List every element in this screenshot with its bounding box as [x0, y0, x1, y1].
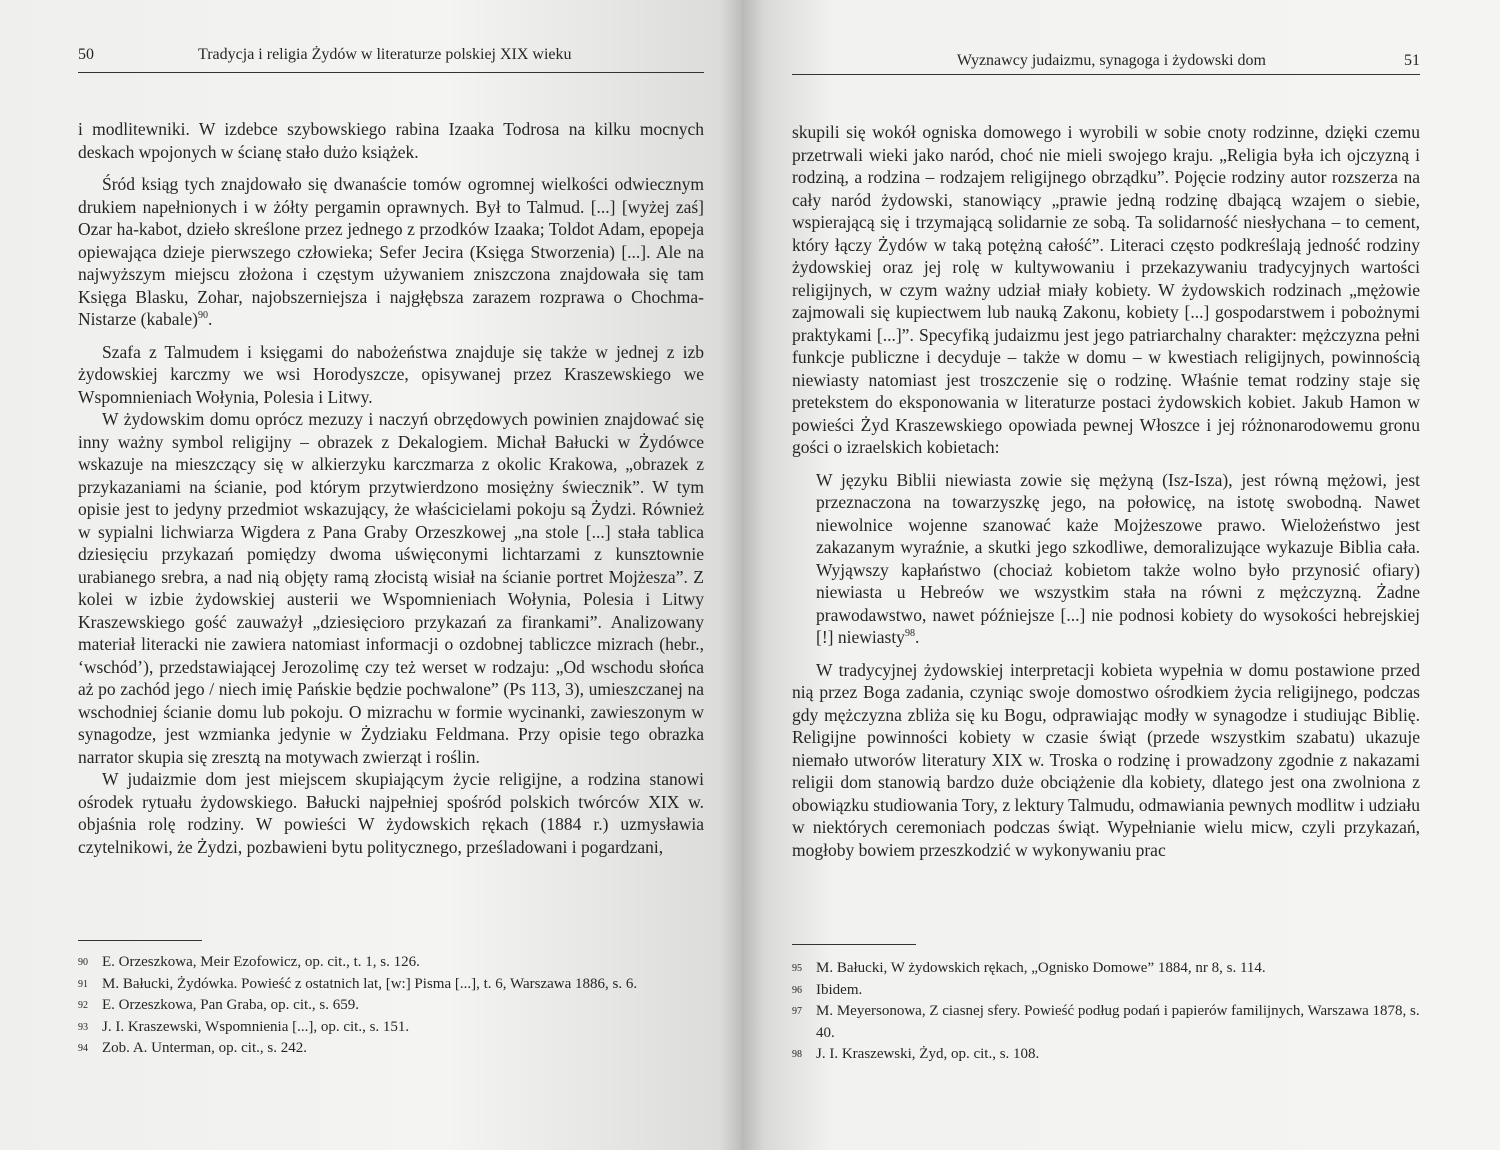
left-page-number: 50: [78, 46, 94, 63]
right-block-quote: [792, 469, 1420, 649]
right-header-rule: [792, 74, 1420, 75]
right-quote-paragraph: W języku Biblii niewiasta zowie się mężyną (Isz-Isza), jest równą mężowi, jest przeznaczona na towarzyszkę jego, na połowicę, na istotę swobodną. Nawet niewolnice wojenne szanować każe Mojżeszowe prawo. Wielożeństwo jest zakazanym wyraźnie, a skutki jego szkodliwe, demoralizujące wykazuje Biblia cała. Wyjąwszy kapłaństwo (chociaż kobietom także wolno było przynosić ofiary) niewiasta u Hebreów we wszystkim stała na równi z mężczyzną. Żadne prawodawstwo, nawet późniejsze [...] nie podnosi kobiety do wysokości hebrejskiej [!] niewiasty$^{98}$.: [816, 469, 1420, 647]
footnote-94: 94 Zob. A. Unterman, op. cit., s. 242.: [78, 1040, 307, 1056]
left-paragraph-3: Szafa z Talmudem i księgami do nabożeństwa znajduje się także w jednej z izb żydowskiej karczmy we wsi Horodyszcze, opisywanej przez Kraszewskiego we Wspomnieniach Wołynia, Polesia i Litwy.: [78, 341, 704, 407]
footnote-90: 90 E. Orzeszkowa, Meir Ezofowicz, op. cit., t. 1, s. 126.: [78, 954, 420, 970]
right-paragraph-3: W tradycyjnej żydowskiej interpretacji kobieta wypełnia w domu postawione przed nią przez Boga zadania, czyniąc swoje domostwo ośrodkiem życia religijnego, podczas gdy mężczyzna zbliża się ku Bogu, odprawiając modły w synagodze i studiując Biblię. Religijne powinności kobiety w czasie świąt (przede wszystkim szabatu) ukazuje niemało utworów literatury XIX w. Troska o rodzinę i prowadzony zgodnie z nakazami religii dom stanowią bardzo duże obciążenie dla kobiety, dlatego jest ona zwolniona z obowiązku studiowania Tory, z lektury Talmudu, odmawiania pewnych modlitw i udziału w niektórych ceremoniach podczas świąt. Wypełnianie wielu micw, czyli przykazań, mogłoby bowiem przeszkodzić w wykonywaniu prac: [792, 659, 1420, 860]
footnote-91: 91 M. Bałucki, Żydówka. Powieść z ostatnich lat, [w:] Pisma [...], t. 6, Warszawa 1886, s. 6.: [78, 975, 638, 992]
left-running-title: Tradycja i religia Żydów w literaturze polskiej XIX wieku: [198, 46, 572, 63]
right-page-number: 51: [1404, 52, 1420, 69]
right-body-text: [792, 121, 1420, 861]
left-paragraph-4: W żydowskim domu oprócz mezuzy i naczyń obrzędowych powinien znajdować się inny ważny symbol religijny – obrazek z Dekalogiem. Michał Bałucki w Żydówce wskazuje na mieszczący się w alkierzyku karczmarza z okolic Krakowa, „obrazek z przykazaniami na ścianie, pod którym przytwierdzono mosiężny świecznik”. W tym opisie jest to jedyny przedmiot wskazujący, że właścicielami pokoju są Żydzi. Również w sypialni lichwiarza Wigdera z Pana Graby Orzeszkowej „na stole [...] stała tablica dziesięciu przykazań pomiędzy dwoma uświęconymi lichtarzami z kunsztownie urabianego srebra, a nad nią objęty ramą złocistą wisiał na ścianie portret Mojżesza”. Z kolei w izbie żydowskiej austerii we Wspomnieniach Wołynia, Polesia i Litwy Kraszewskiego gość zauważył „dziesięcioro przykazań za firankami”. Analizowany materiał literacki nie zawiera natomiast informacji o ozdobnej tabliczce mizrach (hebr., ‘wschód’), przedstawiającej Jerozolimę czy też werset w rodzaju: „Od wschodu słońca aż po zachód jego / niech imię Pańskie będzie pochwalone” (Ps 113, 3), umieszczanej na wschodniej ścianie domu lub pokoju. O mizrachu w formie wycinanki, zawieszonym w synagodze, jest wzmianka jedynie w Żydziaku Feldmana. Przy opisie tego obrazka narrator skupia się zresztą na motywach zwierząt i roślin.: [78, 409, 704, 767]
left-body-text: [78, 118, 704, 858]
left-header-rule: [78, 72, 704, 73]
footnote-95: 95 M. Bałucki, W żydowskich rękach, „Ognisko Domowe” 1884, nr 8, s. 114.: [792, 960, 1266, 976]
left-paragraph-1: i modlitewniki. W izdebce szybowskiego rabina Izaaka Todrosa na kilku mocnych deskach wpojonych w ścianę stało dużo książek.: [78, 119, 704, 162]
footnote-97: 97 M. Meyersonowa, Z ciasnej sfery. Powieść podług podań i papierów familijnych, Warszawa 1878, s. 40.: [792, 1003, 1420, 1041]
footnote-98: 98 J. I. Kraszewski, Żyd, op. cit., s. 108.: [792, 1046, 1040, 1062]
left-paragraph-5: W judaizmie dom jest miejscem skupiającym życie religijne, a rodzina stanowi ośrodek rytuału żydowskiego. Bałucki najpełniej spośród polskich twórców XIX w. objaśnia rolę rodziny. W powieści W żydowskich rękach (1884 r.) uzmysławia czytelnikowi, że Żydzi, pozbawieni bytu politycznego, prześladowani i pogardzani,: [78, 769, 704, 857]
left-quote-paragraph: Śród ksiąg tych znajdowało się dwanaście tomów ogromnej wielkości odwiecznym drukiem napełnionych i w żółty pergamin oprawnych. Był to Talmud. [...] [wyżej zaś] Ozar ha-kabot, dzieło skreślone przez jednego z przodków Izaaka; Toldot Adam, epopeja opiewająca dzieje pierwszego człowieka; Sefer Jecira (Księga Stworzenia) [...]. Ale na najwyższym miejscu złożona i częstym używaniem zniszczona znajdowała się tam Księga Blasku, Zohar, najobszerniejsza i najgłębsza zarazem rozprawa o Chochma-Nistarze (kabale)$^{90}$.: [78, 174, 704, 329]
footnote-96: 96 Ibidem.: [792, 981, 863, 998]
right-footnote-rule: [792, 944, 916, 945]
footnote-93: 93 J. I. Kraszewski, Wspomnienia [...], op. cit., s. 151.: [78, 1018, 410, 1035]
left-footnotes: [78, 952, 704, 1060]
right-running-title: Wyznawcy judaizmu, synagoga i żydowski dom: [956, 52, 1266, 69]
left-footnote-rule: [78, 940, 202, 941]
right-footnotes: [792, 958, 1420, 1066]
right-paragraph-1: skupili się wokół ogniska domowego i wyrobili w sobie cnoty rodzinne, dzięki czemu przetrwali wieki jako naród, choć nie mieli swojego kraju. „Religia była ich ojczyzną i rodziną, a rodzina – rodzajem religijnego obrządku”. Pojęcie rodziny autor rozszerza na cały naród żydowski, stanowiący „prawie jedną rodzinę dbającą wzajem o siebie, wspierającą się i trzymającą solidarnie ze sobą. Ta solidarność niesłychana – to cement, który łączy Żydów w taką potężną całość”. Literaci często podkreślają jedność rodziny żydowskiej oraz jej rolę w kultywowaniu i przekazywaniu tradycyjnych wartości religijnych, w czym ważny udział miały kobiety. W żydowskich rodzinach „mężowie zajmowali się kupiectwem lub nauką Zakonu, kobiety [...] gospodarstwem i pobożnymi praktykami [...]”. Specyfiką judaizmu jest jego patriarchalny charakter: mężczyzna pełni funkcje publiczne i decyduje – także w domu – w kwestiach religijnych, powinnością niewiasty natomiast jest troszczenie się o rodzinę. Właśnie temat rodziny staje się pretekstem do eksponowania w literaturze postaci żydowskich kobiet. Jakub Hamon w powieści Żyd Kraszewskiego opowiada pewnej Włoszce i jej różnonarodowemu gronu gości o izraelskich kobietach:: [792, 122, 1420, 457]
left-page: [0, 0, 742, 1150]
footnote-92: 92 E. Orzeszkowa, Pan Graba, op. cit., s. 659.: [78, 997, 360, 1013]
right-page: [742, 0, 1500, 1150]
